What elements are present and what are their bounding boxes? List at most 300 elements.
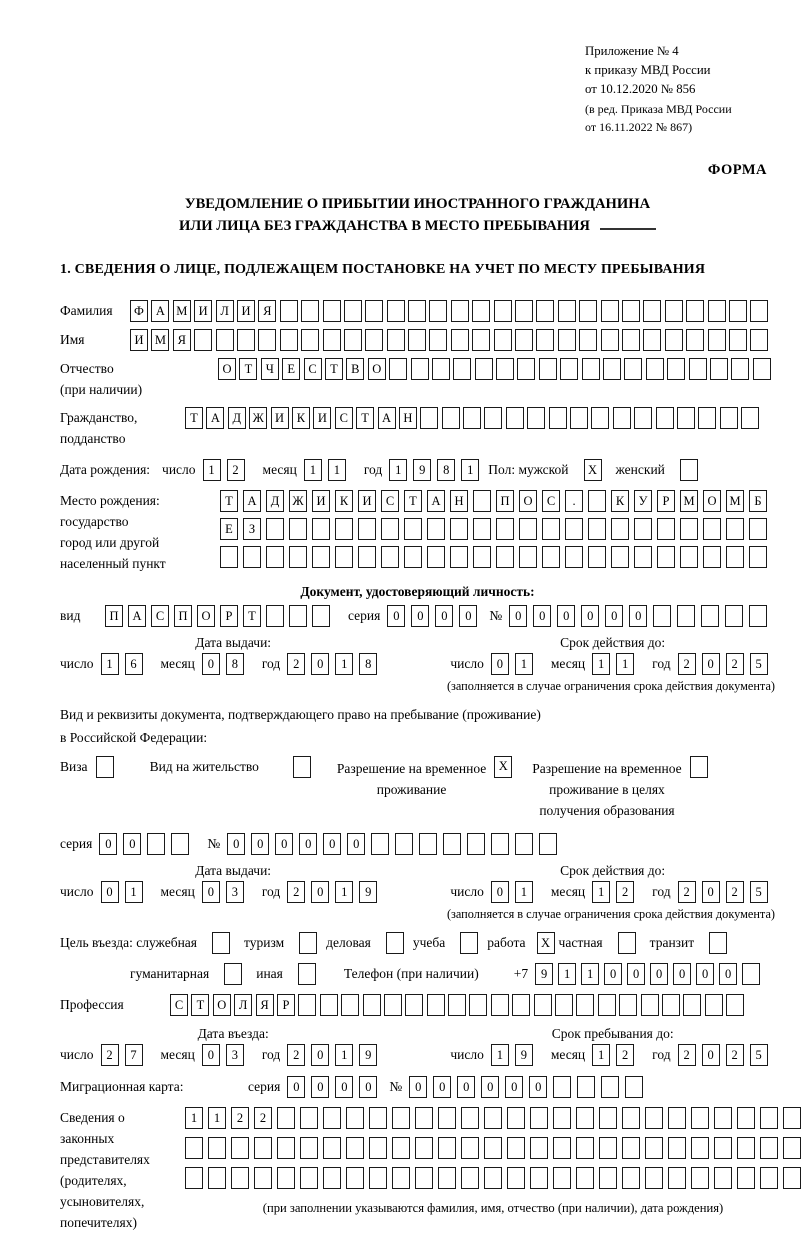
form-cell[interactable] bbox=[472, 329, 490, 351]
form-cell[interactable]: И bbox=[313, 407, 331, 429]
form-cell[interactable]: 7 bbox=[125, 1044, 143, 1066]
form-cell[interactable] bbox=[496, 546, 514, 568]
form-cell[interactable] bbox=[300, 1107, 318, 1129]
form-cell[interactable]: С bbox=[170, 994, 188, 1016]
form-cell[interactable]: Н bbox=[399, 407, 417, 429]
form-cell[interactable] bbox=[714, 1167, 732, 1189]
form-cell[interactable] bbox=[530, 1167, 548, 1189]
form-cell[interactable]: О bbox=[368, 358, 386, 380]
form-cell[interactable]: Л bbox=[216, 300, 234, 322]
form-cell[interactable] bbox=[591, 407, 609, 429]
form-cell[interactable] bbox=[312, 605, 330, 627]
form-cell[interactable]: 2 bbox=[287, 653, 305, 675]
form-cell[interactable]: 0 bbox=[202, 653, 220, 675]
form-cell[interactable]: З bbox=[243, 518, 261, 540]
form-cell[interactable] bbox=[530, 1107, 548, 1129]
form-cell[interactable]: 0 bbox=[604, 963, 622, 985]
form-cell[interactable] bbox=[301, 300, 319, 322]
form-cell[interactable]: . bbox=[565, 490, 583, 512]
form-cell[interactable]: Ж bbox=[289, 490, 307, 512]
form-cell[interactable]: 0 bbox=[202, 881, 220, 903]
form-cell[interactable] bbox=[384, 994, 402, 1016]
form-cell[interactable]: 0 bbox=[311, 881, 329, 903]
form-cell[interactable] bbox=[753, 358, 771, 380]
form-cell[interactable] bbox=[665, 329, 683, 351]
form-cell[interactable]: У bbox=[634, 490, 652, 512]
form-cell[interactable]: 0 bbox=[311, 1044, 329, 1066]
form-cell[interactable] bbox=[147, 833, 165, 855]
form-cell[interactable] bbox=[783, 1107, 801, 1129]
form-cell[interactable]: 0 bbox=[696, 963, 714, 985]
form-cell[interactable] bbox=[451, 329, 469, 351]
form-cell[interactable]: 2 bbox=[726, 1044, 744, 1066]
form-cell[interactable] bbox=[703, 518, 721, 540]
form-cell[interactable] bbox=[645, 1137, 663, 1159]
form-cell[interactable]: 9 bbox=[359, 1044, 377, 1066]
form-cell[interactable] bbox=[312, 518, 330, 540]
form-cell[interactable]: М bbox=[173, 300, 191, 322]
form-cell[interactable] bbox=[358, 518, 376, 540]
form-cell[interactable] bbox=[553, 1107, 571, 1129]
form-cell[interactable] bbox=[709, 932, 727, 954]
form-cell[interactable]: А bbox=[427, 490, 445, 512]
form-cell[interactable] bbox=[517, 358, 535, 380]
form-cell[interactable] bbox=[622, 1167, 640, 1189]
form-cell[interactable] bbox=[408, 329, 426, 351]
form-cell[interactable]: И bbox=[237, 300, 255, 322]
form-cell[interactable] bbox=[611, 546, 629, 568]
form-cell[interactable] bbox=[484, 407, 502, 429]
form-cell[interactable] bbox=[254, 1137, 272, 1159]
form-cell[interactable]: Т bbox=[191, 994, 209, 1016]
form-cell[interactable] bbox=[358, 546, 376, 568]
form-cell[interactable] bbox=[344, 300, 362, 322]
form-cell[interactable] bbox=[619, 994, 637, 1016]
form-cell[interactable]: 0 bbox=[505, 1076, 523, 1098]
form-cell[interactable] bbox=[634, 546, 652, 568]
form-cell[interactable]: 0 bbox=[311, 1076, 329, 1098]
form-cell[interactable]: Д bbox=[266, 490, 284, 512]
form-cell[interactable] bbox=[96, 756, 114, 778]
form-cell[interactable] bbox=[277, 1167, 295, 1189]
form-cell[interactable] bbox=[553, 1167, 571, 1189]
form-cell[interactable] bbox=[496, 358, 514, 380]
form-cell[interactable]: 8 bbox=[359, 653, 377, 675]
form-cell[interactable]: Б bbox=[749, 490, 767, 512]
form-cell[interactable] bbox=[725, 605, 743, 627]
form-cell[interactable] bbox=[363, 994, 381, 1016]
form-cell[interactable]: 0 bbox=[409, 1076, 427, 1098]
form-cell[interactable]: Т bbox=[243, 605, 261, 627]
form-cell[interactable] bbox=[438, 1167, 456, 1189]
form-cell[interactable] bbox=[683, 994, 701, 1016]
form-cell[interactable]: И bbox=[194, 300, 212, 322]
form-cell[interactable] bbox=[320, 994, 338, 1016]
form-cell[interactable] bbox=[515, 300, 533, 322]
form-cell[interactable]: С bbox=[335, 407, 353, 429]
form-cell[interactable] bbox=[277, 1107, 295, 1129]
form-cell[interactable]: 9 bbox=[359, 881, 377, 903]
form-cell[interactable] bbox=[519, 518, 537, 540]
form-cell[interactable]: 2 bbox=[678, 653, 696, 675]
form-cell[interactable]: 1 bbox=[616, 653, 634, 675]
form-cell[interactable] bbox=[266, 518, 284, 540]
form-cell[interactable] bbox=[668, 1107, 686, 1129]
form-cell[interactable]: Ж bbox=[249, 407, 267, 429]
form-cell[interactable] bbox=[598, 994, 616, 1016]
form-cell[interactable]: 0 bbox=[491, 881, 509, 903]
form-cell[interactable] bbox=[381, 518, 399, 540]
form-cell[interactable] bbox=[542, 546, 560, 568]
form-cell[interactable] bbox=[601, 1076, 619, 1098]
form-cell[interactable] bbox=[603, 358, 621, 380]
form-cell[interactable] bbox=[750, 300, 768, 322]
form-cell[interactable]: 1 bbox=[592, 1044, 610, 1066]
form-cell[interactable] bbox=[783, 1137, 801, 1159]
form-cell[interactable] bbox=[662, 994, 680, 1016]
form-cell[interactable]: С bbox=[304, 358, 322, 380]
form-cell[interactable]: 1 bbox=[304, 459, 322, 481]
form-cell[interactable] bbox=[703, 546, 721, 568]
form-cell[interactable]: 9 bbox=[515, 1044, 533, 1066]
form-cell[interactable]: 0 bbox=[491, 653, 509, 675]
form-cell[interactable]: П bbox=[105, 605, 123, 627]
form-cell[interactable] bbox=[539, 833, 557, 855]
form-cell[interactable] bbox=[657, 518, 675, 540]
form-cell[interactable] bbox=[749, 518, 767, 540]
form-cell[interactable] bbox=[579, 329, 597, 351]
form-cell[interactable] bbox=[582, 358, 600, 380]
form-cell[interactable] bbox=[341, 994, 359, 1016]
form-cell[interactable] bbox=[461, 1137, 479, 1159]
form-cell[interactable]: Н bbox=[450, 490, 468, 512]
form-cell[interactable] bbox=[185, 1137, 203, 1159]
form-cell[interactable]: Т bbox=[185, 407, 203, 429]
form-cell[interactable]: 1 bbox=[125, 881, 143, 903]
form-cell[interactable] bbox=[643, 300, 661, 322]
form-cell[interactable]: 0 bbox=[509, 605, 527, 627]
form-cell[interactable] bbox=[657, 546, 675, 568]
form-cell[interactable] bbox=[686, 300, 704, 322]
form-cell[interactable] bbox=[212, 932, 230, 954]
form-cell[interactable]: А bbox=[206, 407, 224, 429]
form-cell[interactable]: 2 bbox=[227, 459, 245, 481]
form-cell[interactable] bbox=[451, 300, 469, 322]
form-cell[interactable] bbox=[185, 1167, 203, 1189]
form-cell[interactable] bbox=[194, 329, 212, 351]
form-cell[interactable] bbox=[588, 490, 606, 512]
form-cell[interactable]: 0 bbox=[557, 605, 575, 627]
form-cell[interactable] bbox=[691, 1107, 709, 1129]
form-cell[interactable]: П bbox=[496, 490, 514, 512]
form-cell[interactable]: Т bbox=[220, 490, 238, 512]
form-cell[interactable]: С bbox=[542, 490, 560, 512]
form-cell[interactable] bbox=[506, 407, 524, 429]
form-cell[interactable] bbox=[737, 1107, 755, 1129]
form-cell[interactable] bbox=[369, 1167, 387, 1189]
form-cell[interactable]: Я bbox=[173, 329, 191, 351]
form-cell[interactable] bbox=[475, 358, 493, 380]
form-cell[interactable] bbox=[507, 1137, 525, 1159]
form-cell[interactable] bbox=[714, 1137, 732, 1159]
form-cell[interactable]: Я bbox=[258, 300, 276, 322]
form-cell[interactable] bbox=[553, 1076, 571, 1098]
form-cell[interactable] bbox=[442, 407, 460, 429]
form-cell[interactable]: П bbox=[174, 605, 192, 627]
form-cell[interactable] bbox=[555, 994, 573, 1016]
form-cell[interactable] bbox=[737, 1167, 755, 1189]
form-cell[interactable]: Е bbox=[282, 358, 300, 380]
form-cell[interactable]: 1 bbox=[208, 1107, 226, 1129]
form-cell[interactable] bbox=[539, 358, 557, 380]
form-cell[interactable] bbox=[720, 407, 738, 429]
form-cell[interactable] bbox=[335, 518, 353, 540]
form-cell[interactable] bbox=[448, 994, 466, 1016]
form-cell[interactable]: 0 bbox=[629, 605, 647, 627]
form-cell[interactable] bbox=[536, 329, 554, 351]
form-cell[interactable] bbox=[408, 300, 426, 322]
form-cell[interactable]: 0 bbox=[99, 833, 117, 855]
form-cell[interactable]: 1 bbox=[515, 653, 533, 675]
form-cell[interactable] bbox=[404, 546, 422, 568]
form-cell[interactable]: 3 bbox=[226, 881, 244, 903]
form-cell[interactable] bbox=[515, 329, 533, 351]
form-cell[interactable] bbox=[224, 963, 242, 985]
form-cell[interactable] bbox=[346, 1167, 364, 1189]
form-cell[interactable]: С bbox=[151, 605, 169, 627]
form-cell[interactable] bbox=[519, 546, 537, 568]
form-cell[interactable] bbox=[231, 1167, 249, 1189]
form-cell[interactable] bbox=[507, 1107, 525, 1129]
form-cell[interactable]: О bbox=[703, 490, 721, 512]
form-cell[interactable] bbox=[726, 994, 744, 1016]
form-cell[interactable] bbox=[680, 459, 698, 481]
form-cell[interactable] bbox=[438, 1137, 456, 1159]
form-cell[interactable]: 2 bbox=[287, 881, 305, 903]
form-cell[interactable] bbox=[611, 518, 629, 540]
form-cell[interactable]: 1 bbox=[328, 459, 346, 481]
form-cell[interactable]: 9 bbox=[535, 963, 553, 985]
form-cell[interactable] bbox=[686, 329, 704, 351]
form-cell[interactable] bbox=[558, 300, 576, 322]
form-cell[interactable] bbox=[494, 300, 512, 322]
form-cell[interactable] bbox=[527, 407, 545, 429]
form-cell[interactable] bbox=[473, 490, 491, 512]
form-cell[interactable]: 0 bbox=[251, 833, 269, 855]
form-cell[interactable]: 0 bbox=[227, 833, 245, 855]
form-cell[interactable] bbox=[387, 300, 405, 322]
form-cell[interactable]: 0 bbox=[299, 833, 317, 855]
form-cell[interactable] bbox=[690, 756, 708, 778]
form-cell[interactable] bbox=[599, 1107, 617, 1129]
form-cell[interactable]: 2 bbox=[678, 881, 696, 903]
form-cell[interactable]: Р bbox=[657, 490, 675, 512]
form-cell[interactable]: 5 bbox=[750, 1044, 768, 1066]
form-cell[interactable] bbox=[570, 407, 588, 429]
form-cell[interactable]: 3 bbox=[226, 1044, 244, 1066]
form-cell[interactable]: 0 bbox=[411, 605, 429, 627]
form-cell[interactable] bbox=[691, 1167, 709, 1189]
form-cell[interactable]: Р bbox=[277, 994, 295, 1016]
form-cell[interactable] bbox=[576, 1107, 594, 1129]
form-cell[interactable] bbox=[576, 1167, 594, 1189]
form-cell[interactable]: 2 bbox=[616, 881, 634, 903]
form-cell[interactable]: 1 bbox=[335, 653, 353, 675]
form-cell[interactable] bbox=[553, 1137, 571, 1159]
form-cell[interactable] bbox=[415, 1167, 433, 1189]
form-cell[interactable] bbox=[729, 300, 747, 322]
form-cell[interactable] bbox=[622, 329, 640, 351]
form-cell[interactable] bbox=[618, 932, 636, 954]
form-cell[interactable] bbox=[601, 300, 619, 322]
form-cell[interactable]: Ф bbox=[130, 300, 148, 322]
form-cell[interactable]: 0 bbox=[287, 1076, 305, 1098]
form-cell[interactable]: И bbox=[130, 329, 148, 351]
form-cell[interactable] bbox=[299, 932, 317, 954]
form-cell[interactable]: 2 bbox=[726, 653, 744, 675]
form-cell[interactable]: О bbox=[218, 358, 236, 380]
form-cell[interactable]: М bbox=[726, 490, 744, 512]
form-cell[interactable]: 1 bbox=[461, 459, 479, 481]
form-cell[interactable]: 1 bbox=[203, 459, 221, 481]
form-cell[interactable]: 5 bbox=[750, 653, 768, 675]
form-cell[interactable]: Е bbox=[220, 518, 238, 540]
form-cell[interactable] bbox=[450, 518, 468, 540]
form-cell[interactable] bbox=[429, 329, 447, 351]
form-cell[interactable]: А bbox=[128, 605, 146, 627]
form-cell[interactable] bbox=[579, 300, 597, 322]
form-cell[interactable] bbox=[507, 1167, 525, 1189]
form-cell[interactable] bbox=[560, 358, 578, 380]
form-cell[interactable]: 1 bbox=[581, 963, 599, 985]
form-cell[interactable] bbox=[515, 833, 533, 855]
form-cell[interactable]: 0 bbox=[533, 605, 551, 627]
form-cell[interactable] bbox=[749, 605, 767, 627]
form-cell[interactable] bbox=[301, 329, 319, 351]
form-cell[interactable] bbox=[312, 546, 330, 568]
form-cell[interactable]: 1 bbox=[515, 881, 533, 903]
form-cell[interactable] bbox=[335, 546, 353, 568]
form-cell[interactable]: 1 bbox=[185, 1107, 203, 1129]
form-cell[interactable] bbox=[460, 932, 478, 954]
form-cell[interactable] bbox=[634, 518, 652, 540]
form-cell[interactable] bbox=[729, 329, 747, 351]
form-cell[interactable]: 1 bbox=[592, 653, 610, 675]
form-cell[interactable] bbox=[691, 1137, 709, 1159]
form-cell[interactable]: 0 bbox=[123, 833, 141, 855]
form-cell[interactable] bbox=[323, 1107, 341, 1129]
form-cell[interactable] bbox=[576, 994, 594, 1016]
form-cell[interactable] bbox=[760, 1167, 778, 1189]
form-cell[interactable]: С bbox=[381, 490, 399, 512]
form-cell[interactable]: 0 bbox=[581, 605, 599, 627]
form-cell[interactable]: X bbox=[537, 932, 555, 954]
form-cell[interactable]: 1 bbox=[101, 653, 119, 675]
form-cell[interactable] bbox=[577, 1076, 595, 1098]
form-cell[interactable] bbox=[760, 1107, 778, 1129]
form-cell[interactable] bbox=[323, 329, 341, 351]
form-cell[interactable] bbox=[344, 329, 362, 351]
form-cell[interactable]: 1 bbox=[558, 963, 576, 985]
form-cell[interactable] bbox=[266, 605, 284, 627]
form-cell[interactable]: 0 bbox=[702, 653, 720, 675]
form-cell[interactable]: 0 bbox=[702, 1044, 720, 1066]
form-cell[interactable]: 0 bbox=[481, 1076, 499, 1098]
form-cell[interactable] bbox=[208, 1137, 226, 1159]
form-cell[interactable]: А bbox=[243, 490, 261, 512]
form-cell[interactable] bbox=[473, 546, 491, 568]
form-cell[interactable] bbox=[542, 518, 560, 540]
form-cell[interactable] bbox=[369, 1107, 387, 1129]
form-cell[interactable]: М bbox=[151, 329, 169, 351]
form-cell[interactable]: Р bbox=[220, 605, 238, 627]
form-cell[interactable] bbox=[208, 1167, 226, 1189]
form-cell[interactable] bbox=[601, 329, 619, 351]
form-cell[interactable] bbox=[461, 1167, 479, 1189]
form-cell[interactable] bbox=[243, 546, 261, 568]
form-cell[interactable]: 0 bbox=[347, 833, 365, 855]
form-cell[interactable] bbox=[749, 546, 767, 568]
form-cell[interactable]: 0 bbox=[275, 833, 293, 855]
form-cell[interactable]: К bbox=[292, 407, 310, 429]
form-cell[interactable] bbox=[731, 358, 749, 380]
form-cell[interactable] bbox=[708, 329, 726, 351]
form-cell[interactable]: 0 bbox=[101, 881, 119, 903]
form-cell[interactable] bbox=[389, 358, 407, 380]
form-cell[interactable] bbox=[494, 329, 512, 351]
form-cell[interactable]: 2 bbox=[616, 1044, 634, 1066]
form-cell[interactable]: 0 bbox=[529, 1076, 547, 1098]
form-cell[interactable] bbox=[668, 1137, 686, 1159]
form-cell[interactable] bbox=[565, 546, 583, 568]
form-cell[interactable]: А bbox=[378, 407, 396, 429]
form-cell[interactable] bbox=[429, 300, 447, 322]
form-cell[interactable]: 2 bbox=[254, 1107, 272, 1129]
form-cell[interactable] bbox=[701, 605, 719, 627]
form-cell[interactable]: 9 bbox=[413, 459, 431, 481]
form-cell[interactable]: 2 bbox=[287, 1044, 305, 1066]
form-cell[interactable]: 1 bbox=[389, 459, 407, 481]
form-cell[interactable] bbox=[624, 358, 642, 380]
form-cell[interactable] bbox=[420, 407, 438, 429]
form-cell[interactable] bbox=[381, 546, 399, 568]
form-cell[interactable] bbox=[237, 329, 255, 351]
form-cell[interactable]: 0 bbox=[387, 605, 405, 627]
form-cell[interactable] bbox=[549, 407, 567, 429]
form-cell[interactable] bbox=[677, 407, 695, 429]
form-cell[interactable] bbox=[415, 1137, 433, 1159]
form-cell[interactable] bbox=[742, 963, 760, 985]
form-cell[interactable] bbox=[405, 994, 423, 1016]
form-cell[interactable] bbox=[419, 833, 437, 855]
form-cell[interactable] bbox=[689, 358, 707, 380]
form-cell[interactable] bbox=[656, 407, 674, 429]
form-cell[interactable]: 0 bbox=[433, 1076, 451, 1098]
form-cell[interactable] bbox=[473, 518, 491, 540]
form-cell[interactable]: 0 bbox=[702, 881, 720, 903]
form-cell[interactable] bbox=[365, 300, 383, 322]
form-cell[interactable] bbox=[576, 1137, 594, 1159]
form-cell[interactable] bbox=[365, 329, 383, 351]
form-cell[interactable]: И bbox=[271, 407, 289, 429]
form-cell[interactable] bbox=[415, 1107, 433, 1129]
form-cell[interactable] bbox=[323, 1167, 341, 1189]
form-cell[interactable] bbox=[680, 518, 698, 540]
form-cell[interactable]: X bbox=[494, 756, 512, 778]
form-cell[interactable]: X bbox=[584, 459, 602, 481]
form-cell[interactable] bbox=[783, 1167, 801, 1189]
form-cell[interactable] bbox=[726, 518, 744, 540]
